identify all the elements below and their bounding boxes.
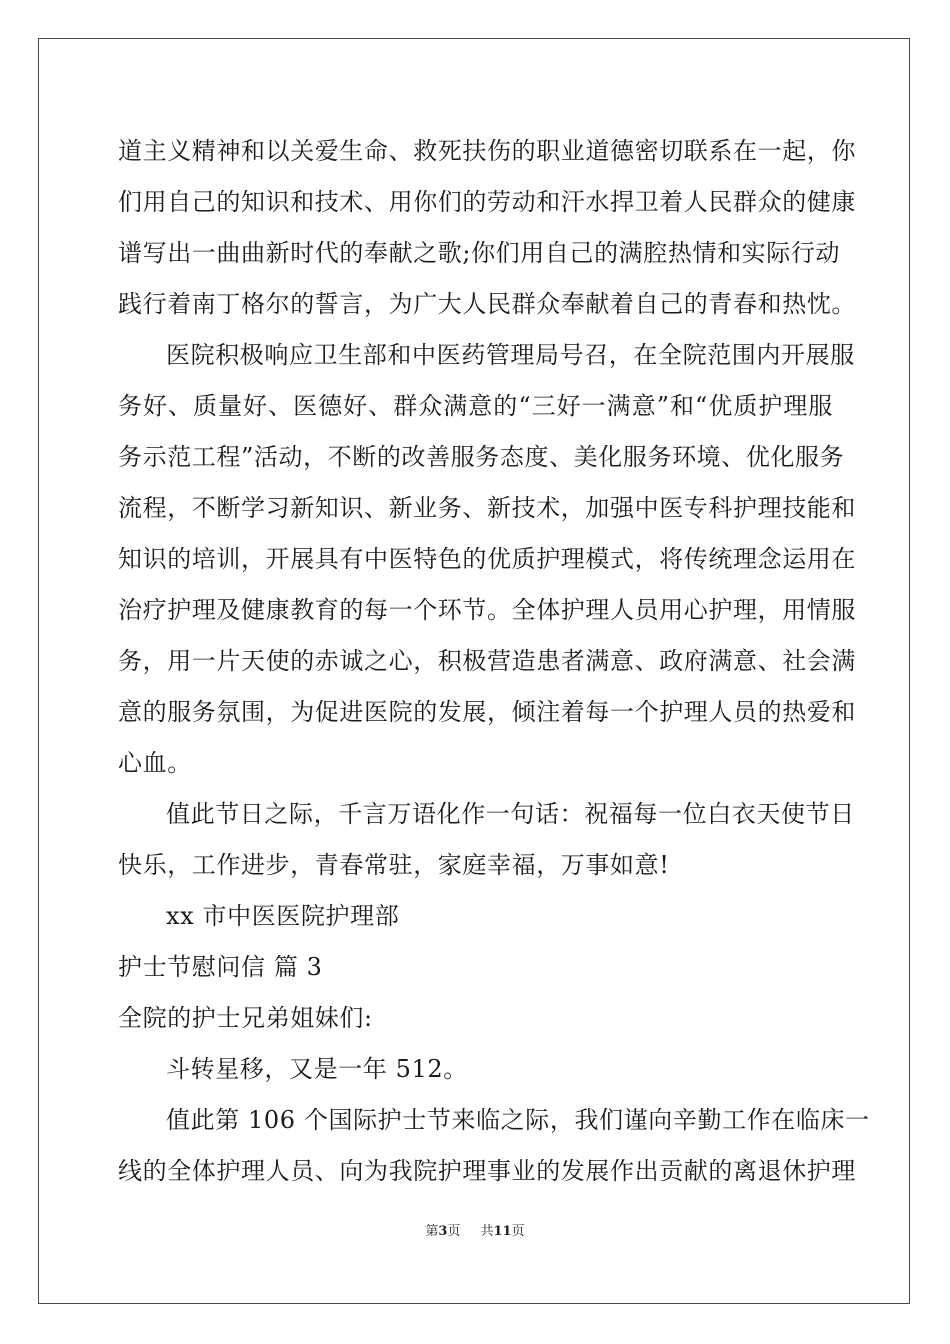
paragraph-line: 们用自己的知识和技术、用你们的劳动和汗水捍卫着人民群众的健康: [118, 188, 856, 216]
paragraph-line: 医院积极响应卫生部和中医药管理局号召，在全院范围内开展服: [166, 341, 855, 369]
paragraph-line: 值此第 106 个国际护士节来临之际，我们谨向辛勤工作在临床一: [166, 1106, 870, 1134]
paragraph-line: 值此节日之际，千言万语化作一句话：祝福每一位白衣天使节日: [166, 800, 855, 828]
paragraph-line: 意的服务氛围，为促进医院的发展，倾注着每一个护理人员的热爱和: [118, 698, 856, 726]
paragraph-line: 斗转星移，又是一年 512。: [166, 1055, 468, 1083]
paragraph-line: 践行着南丁格尔的誓言，为广大人民群众奉献着自己的青春和热忱。: [118, 290, 856, 318]
paragraph-line: 心血。: [118, 749, 192, 777]
total-prefix: 共: [480, 1224, 494, 1239]
total-suffix: 页: [511, 1224, 525, 1239]
page-total-number: 11: [493, 1224, 512, 1239]
document-body: [118, 126, 870, 1197]
paragraph-line: 治疗护理及健康教育的每一个环节。全体护理人员用心护理，用情服: [118, 596, 856, 624]
paragraph-line: 务好、质量好、医德好、群众满意的“三好一满意”和“优质护理服: [118, 392, 833, 420]
page-footer: [0, 1220, 950, 1239]
page-current-number: 3: [438, 1224, 448, 1239]
paragraph-line: 道主义精神和以关爱生命、救死扶伤的职业道德密切联系在一起，你: [118, 137, 856, 165]
paragraph-line: 务示范工程”活动，不断的改善服务态度、美化服务环境、优化服务: [118, 443, 845, 471]
salutation: 全院的护士兄弟姐妹们:: [118, 1004, 373, 1032]
page-prefix: 第: [425, 1224, 439, 1239]
paragraph-line: 务，用一片天使的赤诚之心，积极营造患者满意、政府满意、社会满: [118, 647, 856, 675]
paragraph-line: 流程，不断学习新知识、新业务、新技术，加强中医专科护理技能和: [118, 494, 856, 522]
signature-line: xx 市中医医院护理部: [166, 902, 400, 930]
paragraph-line: 谱写出一曲曲新时代的奉献之歌;你们用自己的满腔热情和实际行动: [118, 239, 841, 267]
paragraph-line: 知识的培训，开展具有中医特色的优质护理模式，将传统理念运用在: [118, 545, 856, 573]
paragraph-line: 快乐，工作进步，青春常驻，家庭幸福，万事如意!: [118, 851, 670, 879]
section-heading: 护士节慰问信 篇 3: [118, 953, 323, 981]
paragraph-line: 线的全体护理人员、向为我院护理事业的发展作出贡献的离退休护理: [118, 1157, 856, 1185]
page-suffix: 页: [447, 1224, 461, 1239]
